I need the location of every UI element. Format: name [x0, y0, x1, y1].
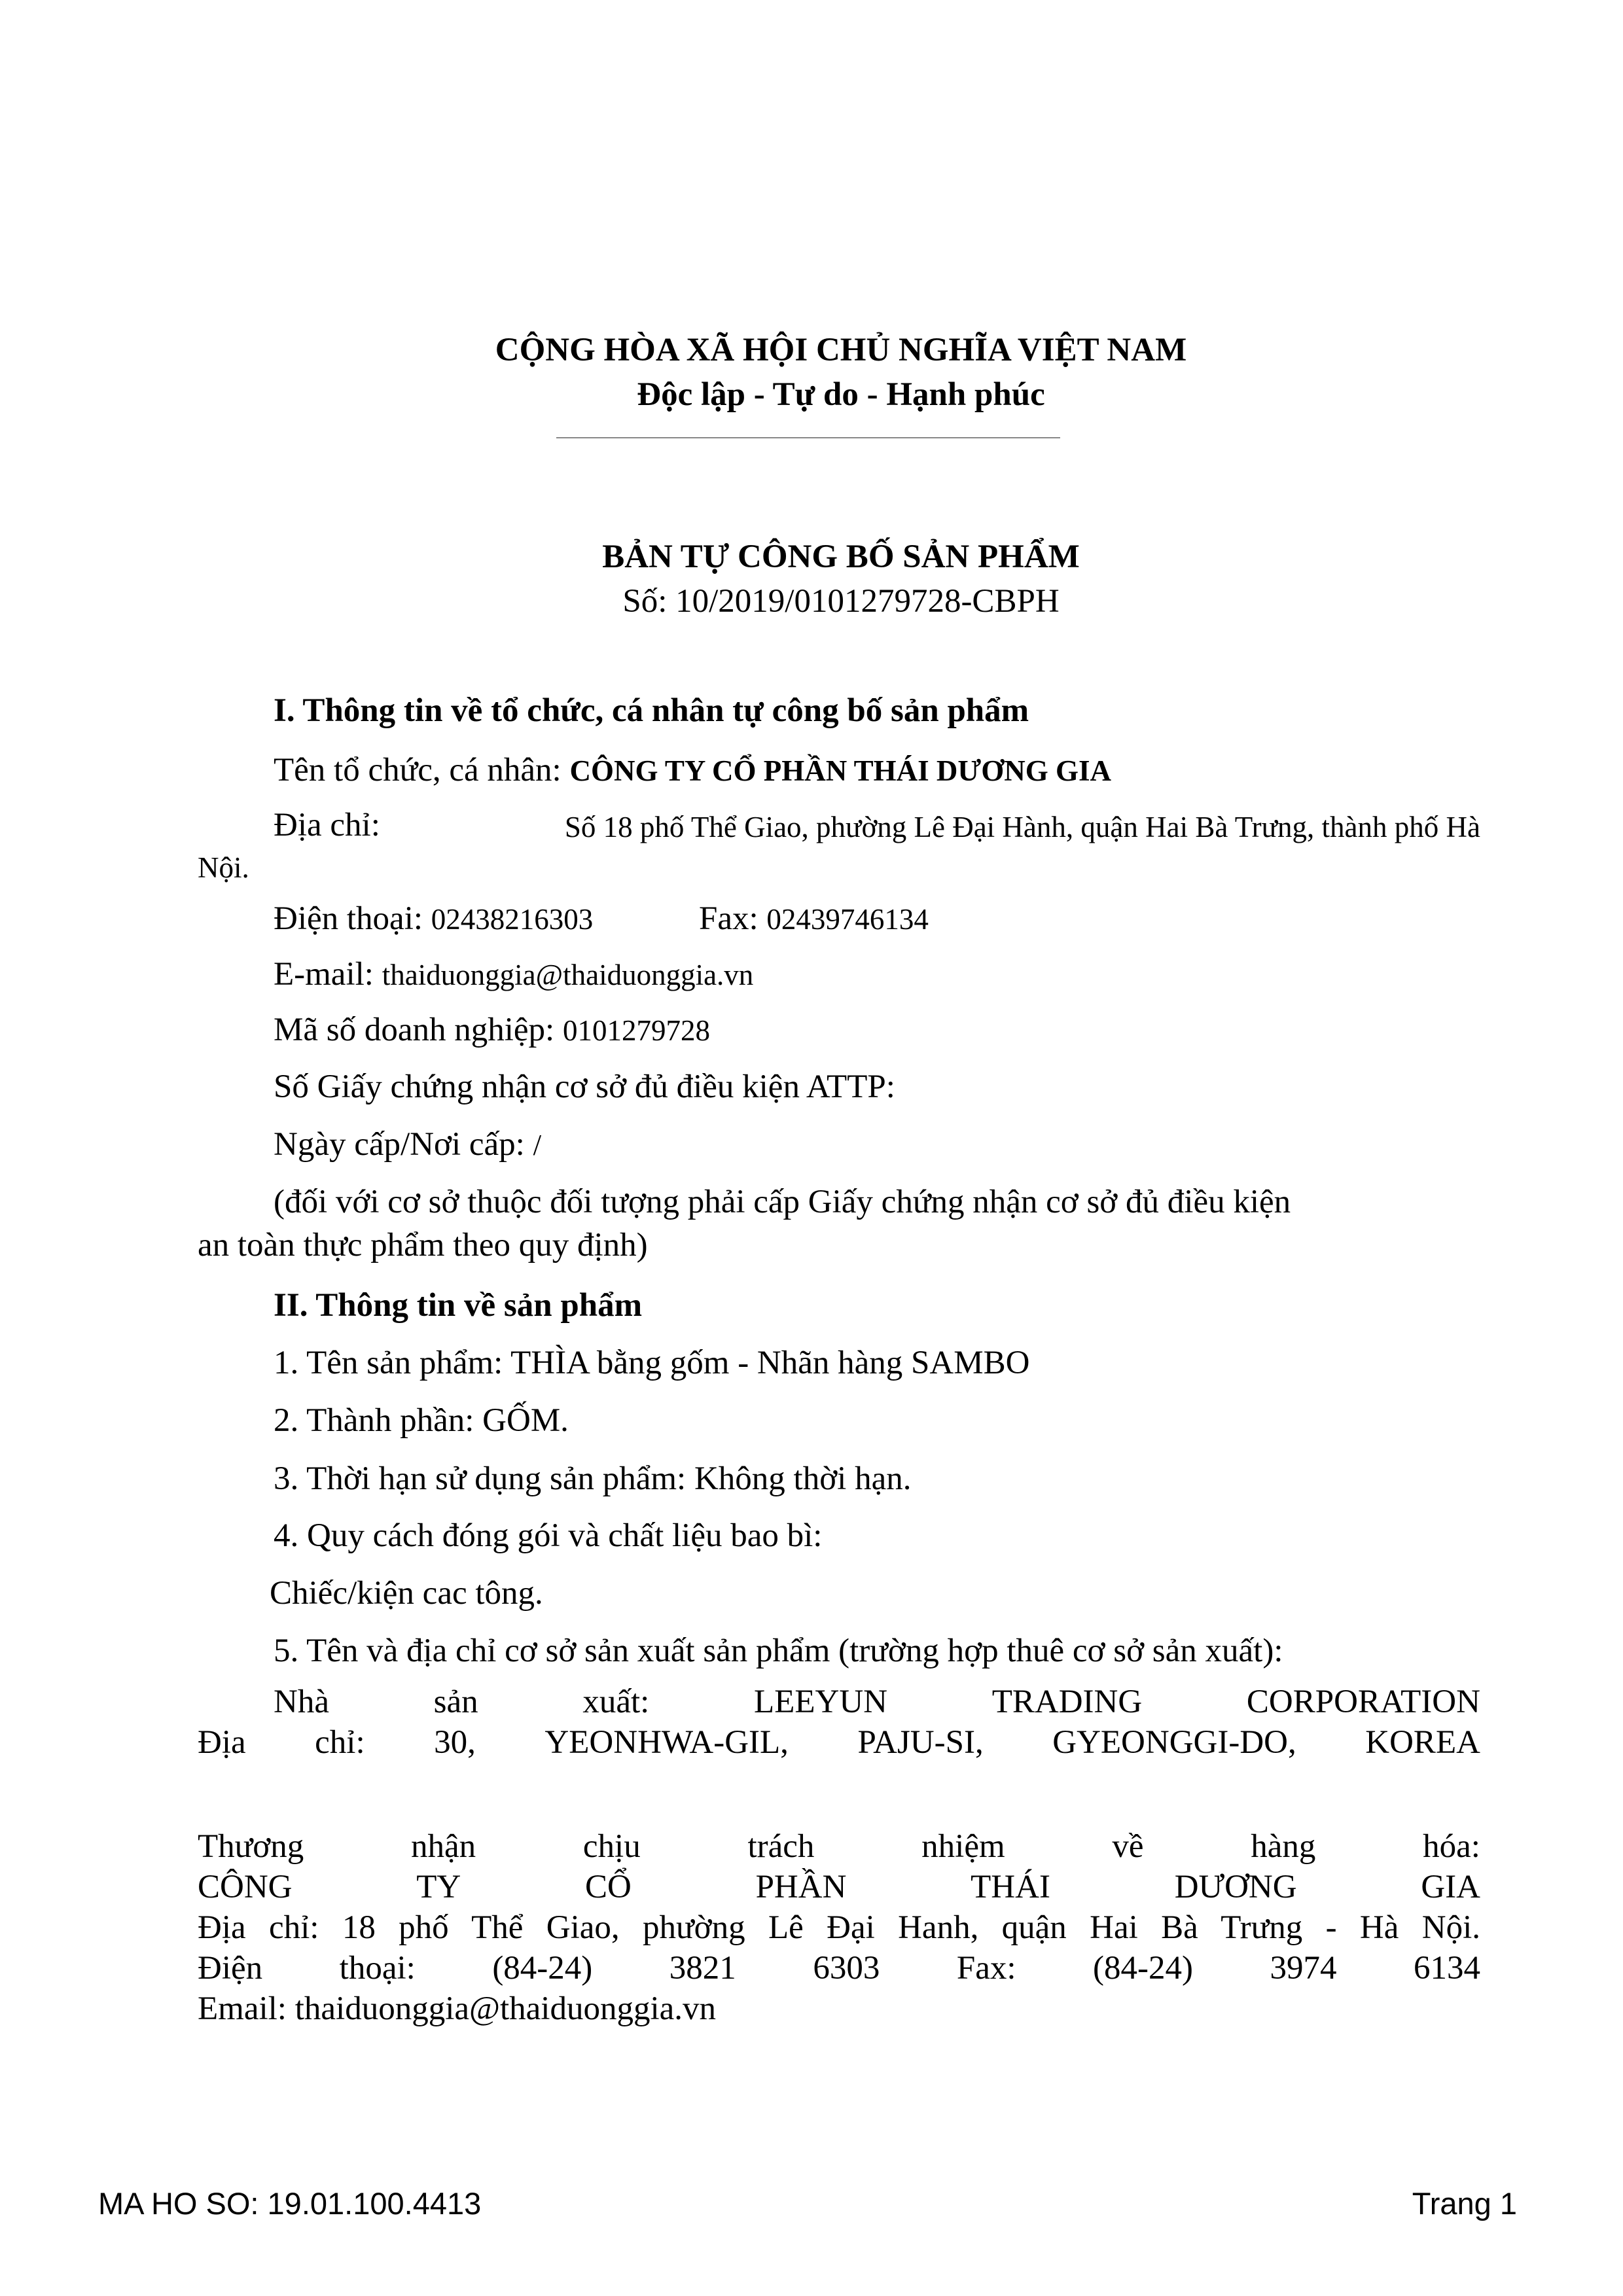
note-line-1: [274, 1183, 1480, 1221]
mfr-address-word: GYEONGGI-DO,: [1052, 1724, 1296, 1761]
page-number: Trang 1: [1412, 2186, 1517, 2221]
note-text-1: (đối với cơ sở thuộc đối tượng phải cấp Giấy chứng nhận cơ sở đủ điều kiện: [274, 1184, 1291, 1220]
trader-word: hóa:: [1423, 1828, 1480, 1865]
mfr-address-word: PAJU-SI,: [857, 1724, 984, 1761]
issue-value: /: [533, 1129, 542, 1161]
trader-word: nhận: [411, 1828, 476, 1865]
fax-label: Fax:: [699, 900, 767, 937]
document-title: BẢN TỰ CÔNG BỐ SẢN PHẨM: [602, 539, 1080, 575]
manufacturer-word: TRADING: [991, 1684, 1143, 1720]
trader-phone-word: Điện: [198, 1950, 263, 1987]
product-name: 1. Tên sản phẩm: THÌA bằng gốm - Nhãn hàng SAMBO: [274, 1345, 1030, 1381]
trader-name-line: [198, 1868, 1480, 1906]
email-row: [274, 955, 753, 993]
org-name-value: CÔNG TY CỔ PHẦN THÁI DƯƠNG GIA: [569, 754, 1112, 787]
phone-value: 02438216303: [431, 903, 594, 936]
document-number: Số: 10/2019/0101279728-CBPH: [622, 583, 1060, 620]
trader-name-word: DƯƠNG: [1174, 1869, 1297, 1905]
manufacturer-heading: 5. Tên và địa chỉ cơ sở sản xuất sản phẩm (trường hợp thuê cơ sở sản xuất):: [274, 1633, 1283, 1669]
trader-word: hàng: [1251, 1828, 1316, 1865]
trader-name-word: CÔNG: [198, 1869, 293, 1905]
org-name-row: [274, 751, 1111, 789]
trader-phone-line: [198, 1949, 1480, 1987]
tax-code-value: 0101279728: [562, 1014, 710, 1047]
trader-email: Email: thaiduonggia@thaiduonggia.vn: [198, 1990, 716, 2027]
trader-name-word: CỔ: [584, 1869, 632, 1905]
fax-row: [699, 900, 929, 938]
issue-label: Ngày cấp/Nơi cấp:: [274, 1126, 533, 1163]
address-label: Địa chỉ:: [274, 807, 380, 843]
trader-word: nhiệm: [921, 1828, 1005, 1865]
trader-phone-word: 3821: [669, 1950, 736, 1987]
tax-code-row: [274, 1011, 710, 1049]
trader-word: về: [1112, 1828, 1144, 1865]
trader-phone-word: Fax:: [956, 1950, 1016, 1987]
record-number: MA HO SO: 19.01.100.4413: [98, 2186, 482, 2221]
manufacturer-word: xuất:: [582, 1684, 650, 1720]
manufacturer-address-line: [198, 1723, 1480, 1761]
email-value: thaiduonggia@thaiduonggia.vn: [382, 959, 754, 991]
trader-phone-word: (84-24): [492, 1950, 593, 1987]
trader-address: Địa chỉ: 18 phố Thể Giao, phường Lê Đại Hanh, quận Hai Bà Trưng - Hà Nội.: [198, 1909, 1480, 1946]
org-name-label: Tên tổ chức, cá nhân:: [274, 752, 570, 788]
phone-label: Điện thoại:: [274, 900, 431, 937]
manufacturer-word: LEEYUN: [754, 1684, 887, 1720]
section1-heading: I. Thông tin về tổ chức, cá nhân tự công bố sản phẩm: [274, 692, 1029, 729]
trader-name-word: THÁI: [971, 1869, 1050, 1905]
phone-row: [274, 900, 593, 938]
mfr-address-word: 30,: [434, 1724, 476, 1761]
trader-line: [198, 1828, 1480, 1865]
mfr-address-word: Địa: [198, 1724, 246, 1761]
mfr-address-word: chỉ:: [315, 1724, 365, 1761]
header-divider: [556, 437, 1060, 438]
address-continuation: Nội.: [198, 851, 249, 884]
address-row: [274, 806, 1480, 844]
note-line-2: an toàn thực phẩm theo quy định): [198, 1227, 648, 1263]
trader-name-word: GIA: [1421, 1869, 1480, 1905]
manufacturer-word: CORPORATION: [1246, 1684, 1480, 1720]
address-value: Số 18 phố Thể Giao, phường Lê Đại Hành, quận Hai Bà Trưng, thành phố Hà: [564, 811, 1480, 843]
manufacturer-word: sản: [433, 1684, 478, 1720]
trader-phone-word: 3974: [1270, 1950, 1337, 1987]
trader-name-word: TY: [416, 1869, 461, 1905]
trader-word: chịu: [582, 1828, 641, 1865]
email-label: E-mail:: [274, 956, 382, 993]
nation-title: CỘNG HÒA XÃ HỘI CHỦ NGHĨA VIỆT NAM: [495, 332, 1187, 368]
trader-word: trách: [747, 1828, 815, 1865]
fax-value: 02439746134: [766, 903, 929, 936]
manufacturer-word: Nhà: [274, 1684, 329, 1720]
section2-heading: II. Thông tin về sản phẩm: [274, 1287, 643, 1324]
trader-phone-word: (84-24): [1093, 1950, 1193, 1987]
trader-phone-word: thoại:: [339, 1950, 416, 1987]
issue-row: [274, 1125, 541, 1163]
packaging-value: Chiếc/kiện cac tông.: [270, 1575, 543, 1612]
trader-word: Thương: [198, 1828, 304, 1865]
mfr-address-word: YEONHWA-GIL,: [544, 1724, 789, 1761]
manufacturer-line: [274, 1683, 1480, 1721]
trader-phone-word: 6134: [1414, 1950, 1480, 1987]
packaging-label: 4. Quy cách đóng gói và chất liệu bao bì:: [274, 1517, 823, 1554]
food-safety-cert-label: Số Giấy chứng nhận cơ sở đủ điều kiện ATTP:: [274, 1069, 895, 1105]
trader-phone-word: 6303: [813, 1950, 880, 1987]
tax-code-label: Mã số doanh nghiệp:: [274, 1012, 563, 1048]
mfr-address-word: KOREA: [1365, 1724, 1480, 1761]
motto: Độc lập - Tự do - Hạnh phúc: [637, 376, 1045, 413]
shelf-life: 3. Thời hạn sử dụng sản phẩm: Không thời hạn.: [274, 1460, 912, 1497]
ingredients: 2. Thành phần: GỐM.: [274, 1402, 569, 1439]
trader-name-word: PHẦN: [755, 1869, 847, 1905]
